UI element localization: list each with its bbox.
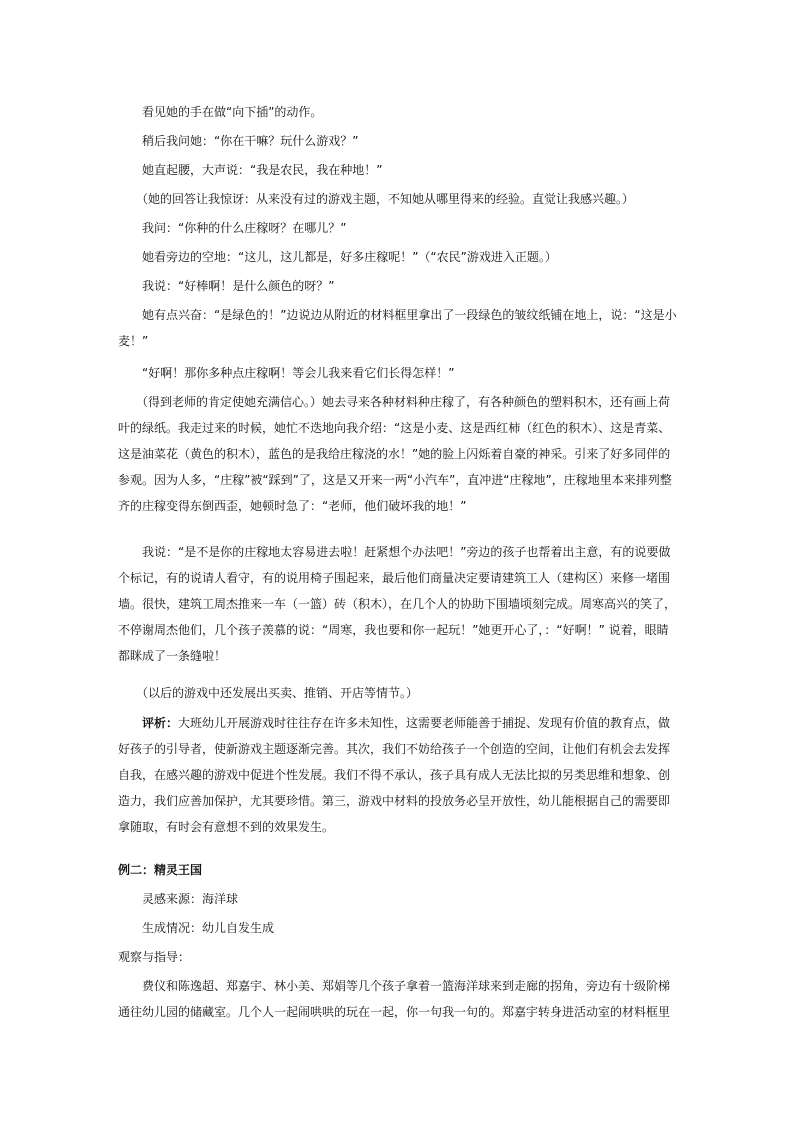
paragraph: 她有点兴奋：“是绿色的！”边说边从附近的材料框里拿出了一段绿色的皱纹纸铺在地上，说：“这是小麦！” bbox=[118, 308, 677, 348]
paragraph: “好啊！那你多种点庄稼啊！等会儿我来看它们长得怎样！” bbox=[118, 366, 455, 380]
example-title: 例二：精灵王国 bbox=[118, 863, 203, 877]
comment-text: 大班幼儿开展游戏时往往存在许多未知性，这需要老师能善于捕捉、发现有价值的教育点，做好孩子的引导者，使新游戏主题逐渐完善。其次，我们不妨给孩子一个创造的空间，让他们有机会去发挥自我，在感兴趣的游戏中促进个性发展。我们不得不承认，孩子具有成人无法比拟的另类思维和想象、创造力，我们应善加保护，尤其要珍惜。第三，游戏中材料的投放务必呈开放性，幼儿能根据自己的需要即拿随取，有时会有意想不到的效果发生。 bbox=[118, 716, 671, 834]
paragraph: 看见她的手在做“向下插”的动作。 bbox=[118, 105, 323, 119]
paragraph: 稍后我问她：“你在干嘛？玩什么游戏？” bbox=[118, 134, 359, 148]
observe-heading: 观察与指导： bbox=[118, 950, 191, 964]
generation-line: 生成情况：幼儿自发生成 bbox=[118, 921, 275, 935]
paragraph: （她的回答让我惊讶：从来没有过的游戏主题，不知她从哪里得来的经验。直觉让我感兴趣。） bbox=[118, 192, 635, 206]
paragraph: 我说：“好棒啊！是什么颜色的呀？” bbox=[118, 279, 335, 293]
comment-label: 评析： bbox=[142, 716, 179, 730]
comment-paragraph bbox=[118, 710, 678, 840]
inspiration-line: 灵感来源：海洋球 bbox=[118, 892, 239, 906]
paragraph: 她看旁边的空地：“这儿，这儿都是，好多庄稼呢！”（“农民”游戏进入正题。） bbox=[118, 250, 557, 264]
paragraph: （得到老师的肯定使她充满信心。）她去寻来各种材料种庄稼了，有各种颜色的塑料积木，还有画上荷叶的绿纸。我走过来的时候，她忙不迭地向我介绍：“这是小麦、这是西红柿（红色的积木）、这是青菜、这是油菜花（黄色的积木），蓝色的是我给庄稼浇的水！”她的脸上闪烁着自豪的神采。引来了好多同伴的参观。因为人多，“庄稼”被“踩到”了，这是又开来一两“小汽车”，直冲进“庄稼地”，庄稼地里本来排列整齐的庄稼变得东倒西歪，她顿时急了：“老师，他们破坏我的地！” bbox=[118, 395, 672, 513]
paragraph: （以后的游戏中还发展出买卖、推销、开店等情节。） bbox=[118, 686, 419, 700]
paragraph: 我说：“是不是你的庄稼地太容易进去啦！赶紧想个办法吧！”旁边的孩子也帮着出主意，有的说要做个标记，有的说请人看守，有的说用椅子围起来，最后他们商量决定要请建筑工人（建构区）来修一堵围墙。很快，建筑工周杰推来一车（一篮）砖（积木），在几个人的协助下围墙顷刻完成。周寒高兴的笑了，不停谢周杰他们，几个孩子羡慕的说：“周寒，我也要和你一起玩！”她更开心了，：“好啊！” 说着，眼睛都眯成了一条缝啦！ bbox=[118, 545, 677, 663]
paragraph: 她直起腰，大声说：“我是农民，我在种地！” bbox=[118, 163, 383, 177]
paragraph: 我问：“你种的什么庄稼呀？在哪儿？” bbox=[118, 221, 347, 235]
paragraph: 费仪和陈逸超、郑嘉宇、林小美、郑娟等几个孩子拿着一篮海洋球来到走廊的拐角，旁边有十级阶梯通往幼儿园的储藏室。几个人一起闹哄哄的玩在一起，你一句我一句的。郑嘉宇转身进活动室的材料框里 bbox=[118, 979, 671, 1019]
